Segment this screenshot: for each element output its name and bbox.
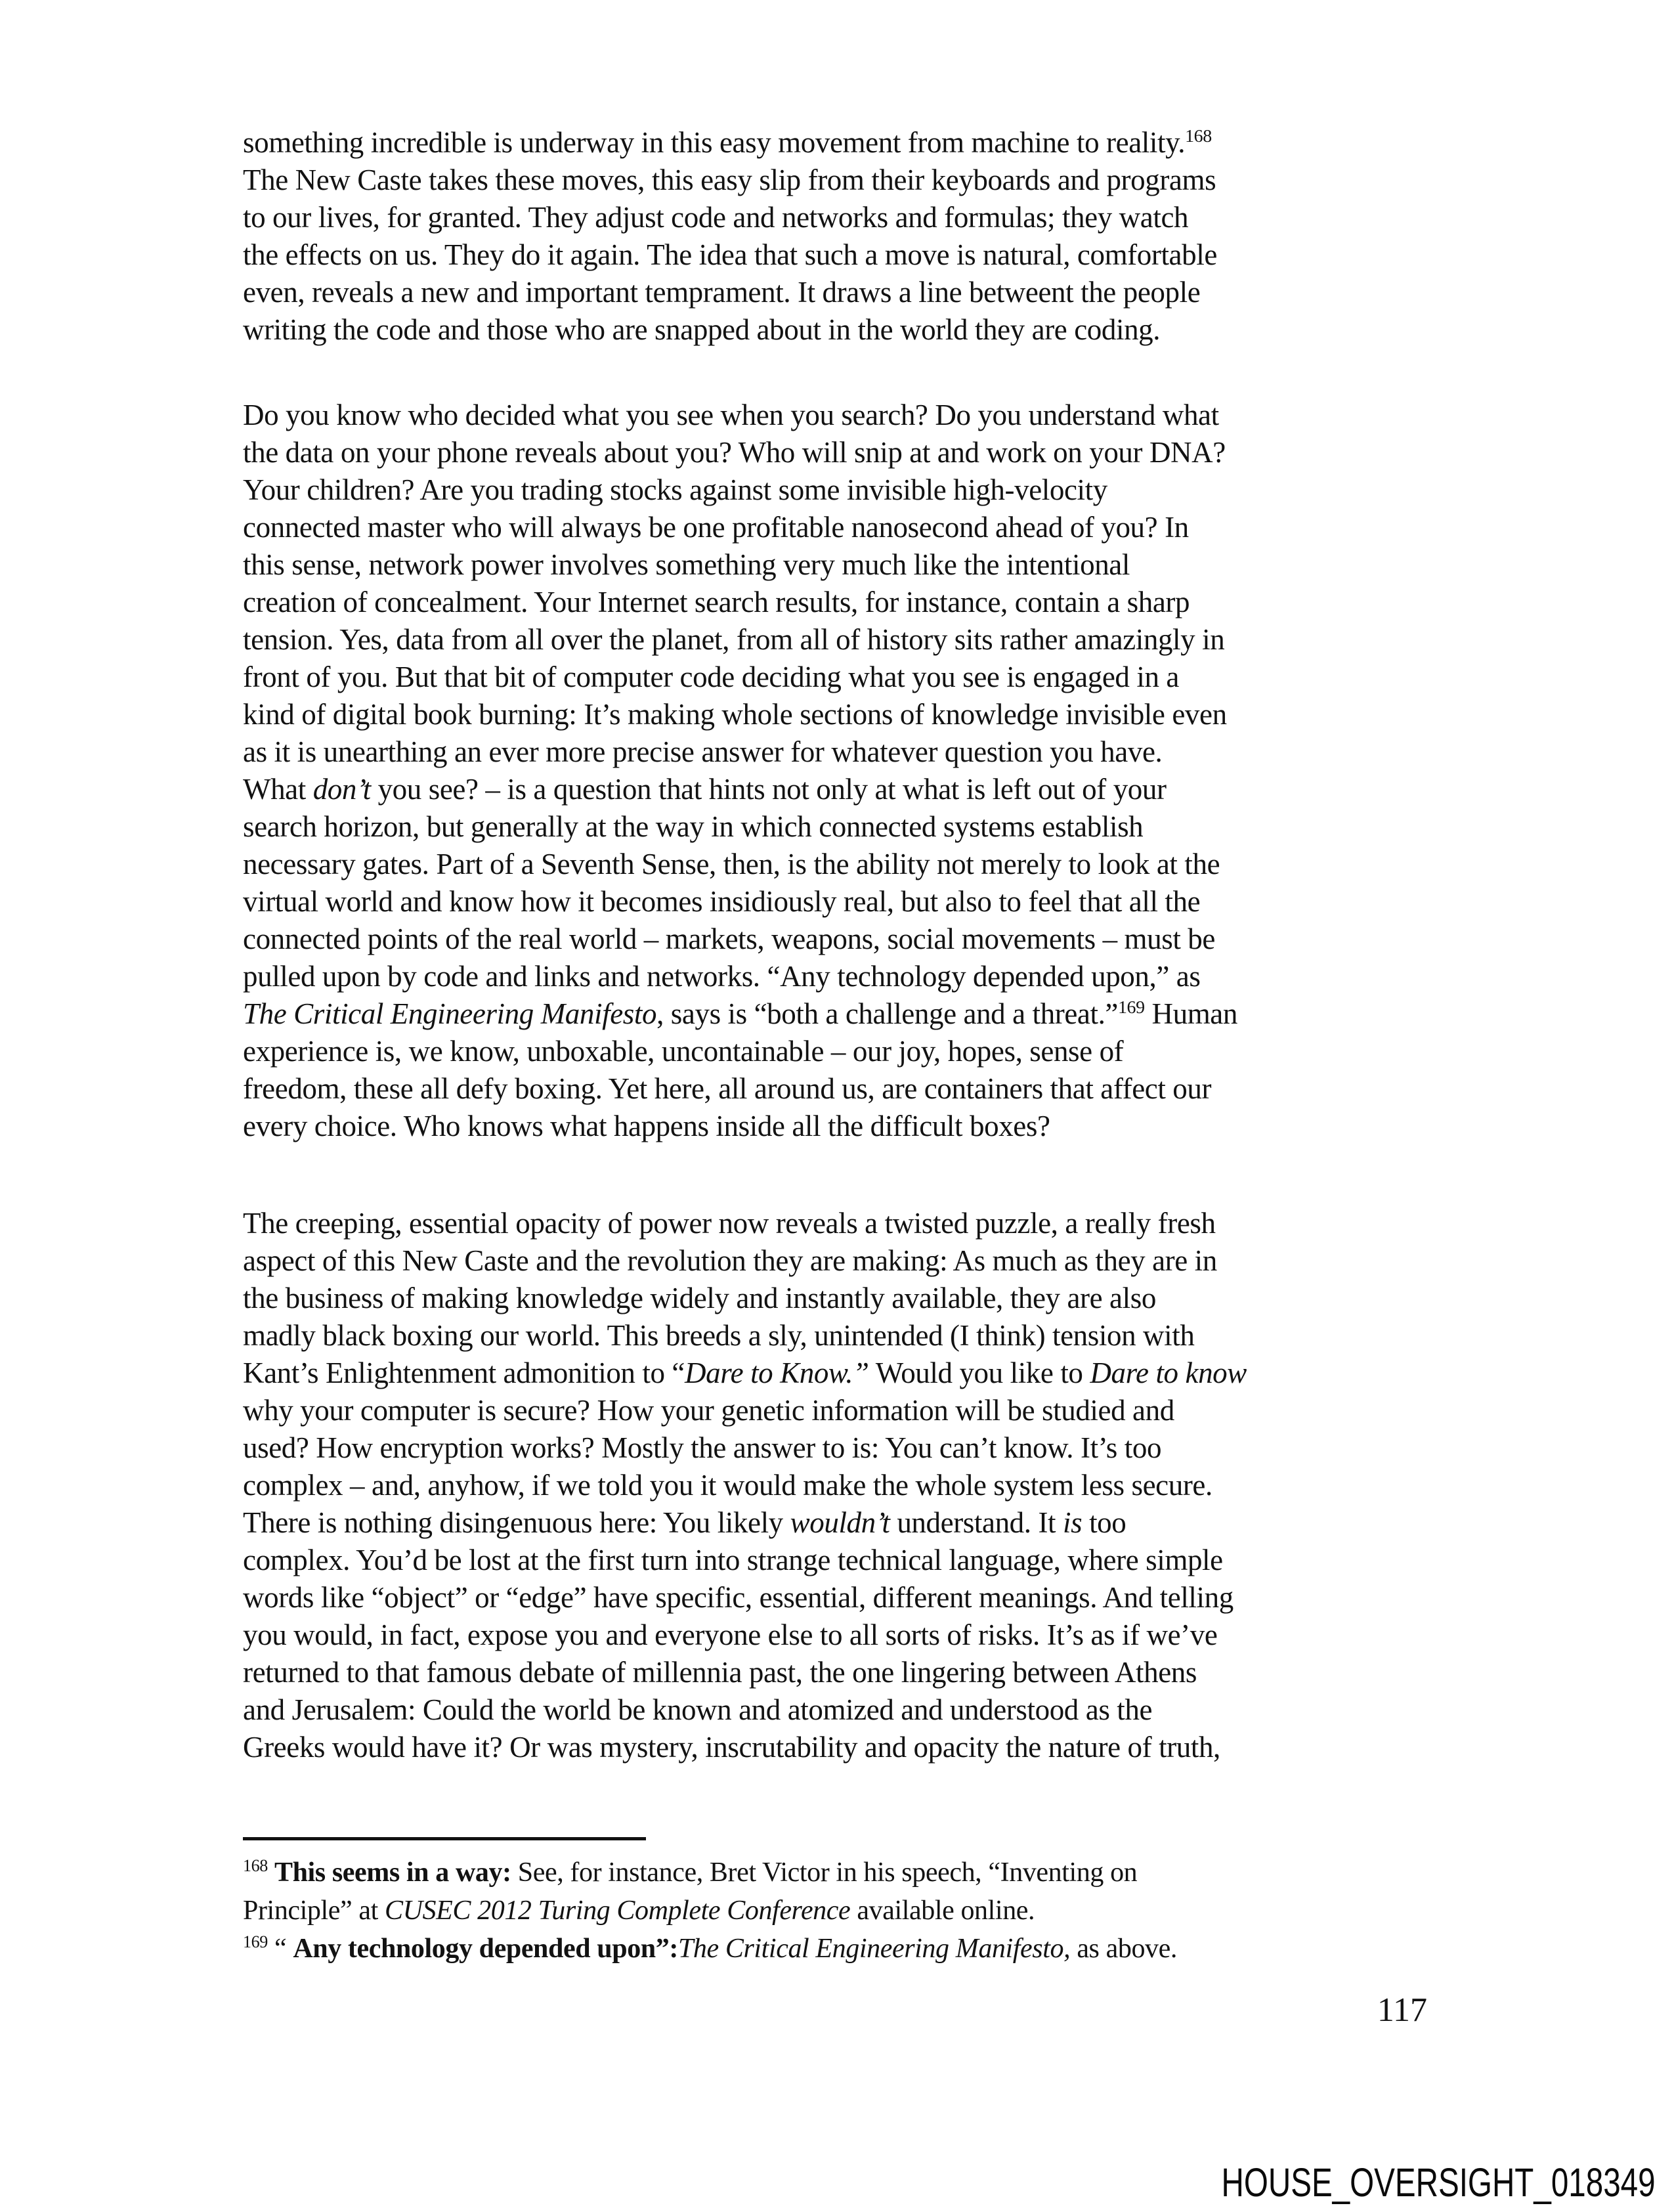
text-segment: why your computer is secure? How your genetic information will be studied and xyxy=(243,1394,1174,1427)
text-line xyxy=(243,1205,1444,1242)
footnote-reference: 168 xyxy=(1185,126,1212,146)
text-segment: you see? – is a question that hints not only at what is left out of your xyxy=(370,773,1167,806)
text-line xyxy=(243,1691,1444,1729)
text-segment: the effects on us. They do it again. The idea that such a move is natural, comfortable xyxy=(243,238,1217,271)
text-segment: front of you. But that bit of computer code deciding what you see is engaged in a xyxy=(243,661,1179,693)
text-segment: virtual world and know how it becomes insidiously real, but also to feel that all the xyxy=(243,885,1201,918)
text-segment: Would you like to xyxy=(869,1356,1090,1389)
text-segment: returned to that famous debate of millennia past, the one lingering between Athens xyxy=(243,1656,1197,1689)
text-line xyxy=(243,1467,1444,1504)
text-segment: freedom, these all defy boxing. Yet here, all around us, are containers that affect our xyxy=(243,1072,1212,1105)
footnote-reference: 169 xyxy=(1118,997,1145,1018)
text-line xyxy=(243,1504,1444,1542)
text-line xyxy=(243,584,1444,621)
text-line xyxy=(243,921,1444,958)
text-segment: kind of digital book burning: It’s making whole sections of knowledge invisible even xyxy=(243,698,1227,731)
text-line xyxy=(243,1429,1444,1467)
text-segment: The New Caste takes these moves, this easy slip from their keyboards and programs xyxy=(243,163,1216,196)
text-segment: every choice. Who knows what happens inside all the difficult boxes? xyxy=(243,1110,1050,1142)
footnotes xyxy=(243,1854,1444,1968)
text-segment: The Critical Engineering Manifesto, xyxy=(677,1934,1071,1964)
text-segment: used? How encryption works? Mostly the answer to is: You can’t know. It’s too xyxy=(243,1431,1162,1464)
bates-stamp: HOUSE_OVERSIGHT_018349 xyxy=(1221,2160,1656,2205)
text-segment: CUSEC 2012 Turing Complete Conference xyxy=(385,1896,851,1926)
text-line xyxy=(243,1930,1444,1968)
text-line xyxy=(243,771,1444,808)
text-segment: What xyxy=(243,773,313,806)
text-line xyxy=(243,1729,1444,1766)
text-segment: you would, in fact, expose you and everyone else to all sorts of risks. It’s as if we’ve xyxy=(243,1618,1218,1651)
text-segment: madly black boxing our world. This breeds a sly, unintended (I think) tension with xyxy=(243,1319,1195,1352)
text-segment: aspect of this New Caste and the revolution they are making: As much as they are in xyxy=(243,1244,1217,1277)
text-segment: the business of making knowledge widely and instantly available, they are also xyxy=(243,1282,1156,1314)
text-line xyxy=(243,124,1444,162)
text-segment: this sense, network power involves something very much like the intentional xyxy=(243,548,1130,581)
text-segment: writing the code and those who are snapped about in the world they are coding. xyxy=(243,313,1161,346)
text-segment: search horizon, but generally at the way in which connected systems establish xyxy=(243,810,1144,843)
text-segment: to our lives, for granted. They adjust code and networks and formulas; they watch xyxy=(243,201,1189,234)
paragraph-3 xyxy=(243,1205,1444,1766)
text-segment: Dare to Know.” xyxy=(685,1356,869,1389)
text-segment: words like “object” or “edge” have specific, essential, different meanings. And telling xyxy=(243,1581,1234,1614)
text-line xyxy=(243,546,1444,584)
text-line xyxy=(243,509,1444,546)
text-segment: don’t xyxy=(312,773,371,806)
text-line xyxy=(243,1242,1444,1280)
text-segment xyxy=(268,1857,274,1888)
text-line xyxy=(243,1392,1444,1429)
text-line xyxy=(243,696,1444,733)
text-segment: and Jerusalem: Could the world be known and atomized and understood as the xyxy=(243,1693,1153,1726)
text-line xyxy=(243,434,1444,471)
text-segment: too xyxy=(1082,1506,1127,1539)
text-line xyxy=(243,846,1444,883)
footnote-reference: 169 xyxy=(243,1932,268,1951)
text-segment: something incredible is underway in this easy movement from machine to reality. xyxy=(243,126,1186,159)
text-line xyxy=(243,1033,1444,1070)
text-line xyxy=(243,621,1444,659)
text-segment: See, for instance, Bret Victor in his speech, “Inventing on xyxy=(511,1857,1138,1888)
page-number: 117 xyxy=(1377,1991,1427,2029)
text-segment: Dare to know xyxy=(1090,1356,1247,1389)
text-line xyxy=(243,1355,1444,1392)
text-line xyxy=(243,958,1444,995)
text-segment: even, reveals a new and important temprament. It draws a line betweent the people xyxy=(243,276,1201,309)
text-line xyxy=(243,236,1444,274)
text-line xyxy=(243,274,1444,311)
paragraph-1 xyxy=(243,124,1444,349)
text-segment: pulled upon by code and links and networks. “Any technology depended upon,” as xyxy=(243,960,1201,993)
text-line xyxy=(243,199,1444,236)
text-line xyxy=(243,1542,1444,1579)
text-segment: “ xyxy=(267,1934,293,1964)
text-line xyxy=(243,311,1444,349)
text-segment: the data on your phone reveals about you? Who will snip at and work on your DNA? xyxy=(243,436,1226,469)
text-segment: wouldn’t xyxy=(790,1506,890,1539)
text-line xyxy=(243,733,1444,771)
text-segment: , says is “both a challenge and a threat.” xyxy=(656,997,1119,1030)
text-segment: complex. You’d be lost at the first turn into strange technical language, where simple xyxy=(243,1544,1223,1576)
text-segment: is xyxy=(1063,1506,1083,1539)
text-segment: Your children? Are you trading stocks against some invisible high-velocity xyxy=(243,473,1107,506)
text-segment: experience is, we know, unboxable, uncontainable – our joy, hopes, sense of xyxy=(243,1035,1124,1068)
text-line xyxy=(243,397,1444,434)
text-segment: Principle” at xyxy=(243,1896,385,1926)
text-line xyxy=(243,883,1444,921)
paragraph-2 xyxy=(243,397,1444,1145)
footnote-separator-rule xyxy=(243,1837,646,1840)
text-line xyxy=(243,659,1444,696)
text-segment: creation of concealment. Your Internet search results, for instance, contain a sharp xyxy=(243,586,1190,618)
text-line xyxy=(243,1654,1444,1691)
text-segment: tension. Yes, data from all over the planet, from all of history sits rather amazingly in xyxy=(243,623,1225,656)
text-segment: understand. It xyxy=(890,1506,1063,1539)
text-segment: complex – and, anyhow, if we told you it would make the whole system less secure. xyxy=(243,1469,1213,1502)
text-line xyxy=(243,1854,1444,1892)
text-segment: connected points of the real world – markets, weapons, social movements – must be xyxy=(243,922,1215,955)
text-line xyxy=(243,471,1444,509)
text-segment: The Critical Engineering Manifesto xyxy=(243,997,657,1030)
text-line xyxy=(243,995,1444,1033)
text-line xyxy=(243,1892,1444,1930)
text-line xyxy=(243,1317,1444,1355)
text-segment: There is nothing disingenuous here: You likely xyxy=(243,1506,790,1539)
text-segment: This seems in a way: xyxy=(274,1857,511,1888)
text-line xyxy=(243,808,1444,846)
text-segment: as above. xyxy=(1070,1934,1177,1964)
text-segment: Greeks would have it? Or was mystery, inscrutability and opacity the nature of truth, xyxy=(243,1731,1220,1764)
text-line xyxy=(243,1280,1444,1317)
text-segment: Human xyxy=(1144,997,1237,1030)
footnote-reference: 168 xyxy=(243,1856,268,1875)
text-segment: available online. xyxy=(850,1896,1035,1926)
text-segment: Kant’s Enlightenment admonition to “ xyxy=(243,1356,685,1389)
text-segment: Do you know who decided what you see when you search? Do you understand what xyxy=(243,399,1219,431)
text-line xyxy=(243,162,1444,199)
text-segment: as it is unearthing an ever more precise answer for whatever question you have. xyxy=(243,735,1163,768)
text-line xyxy=(243,1070,1444,1108)
text-segment: Any technology depended upon”: xyxy=(293,1934,678,1964)
text-line xyxy=(243,1616,1444,1654)
text-segment: The creeping, essential opacity of power now reveals a twisted puzzle, a really fresh xyxy=(243,1207,1216,1240)
text-segment: connected master who will always be one profitable nanosecond ahead of you? In xyxy=(243,511,1189,544)
text-segment: necessary gates. Part of a Seventh Sense, then, is the ability not merely to look at the xyxy=(243,848,1220,880)
text-line xyxy=(243,1108,1444,1145)
text-line xyxy=(243,1579,1444,1616)
